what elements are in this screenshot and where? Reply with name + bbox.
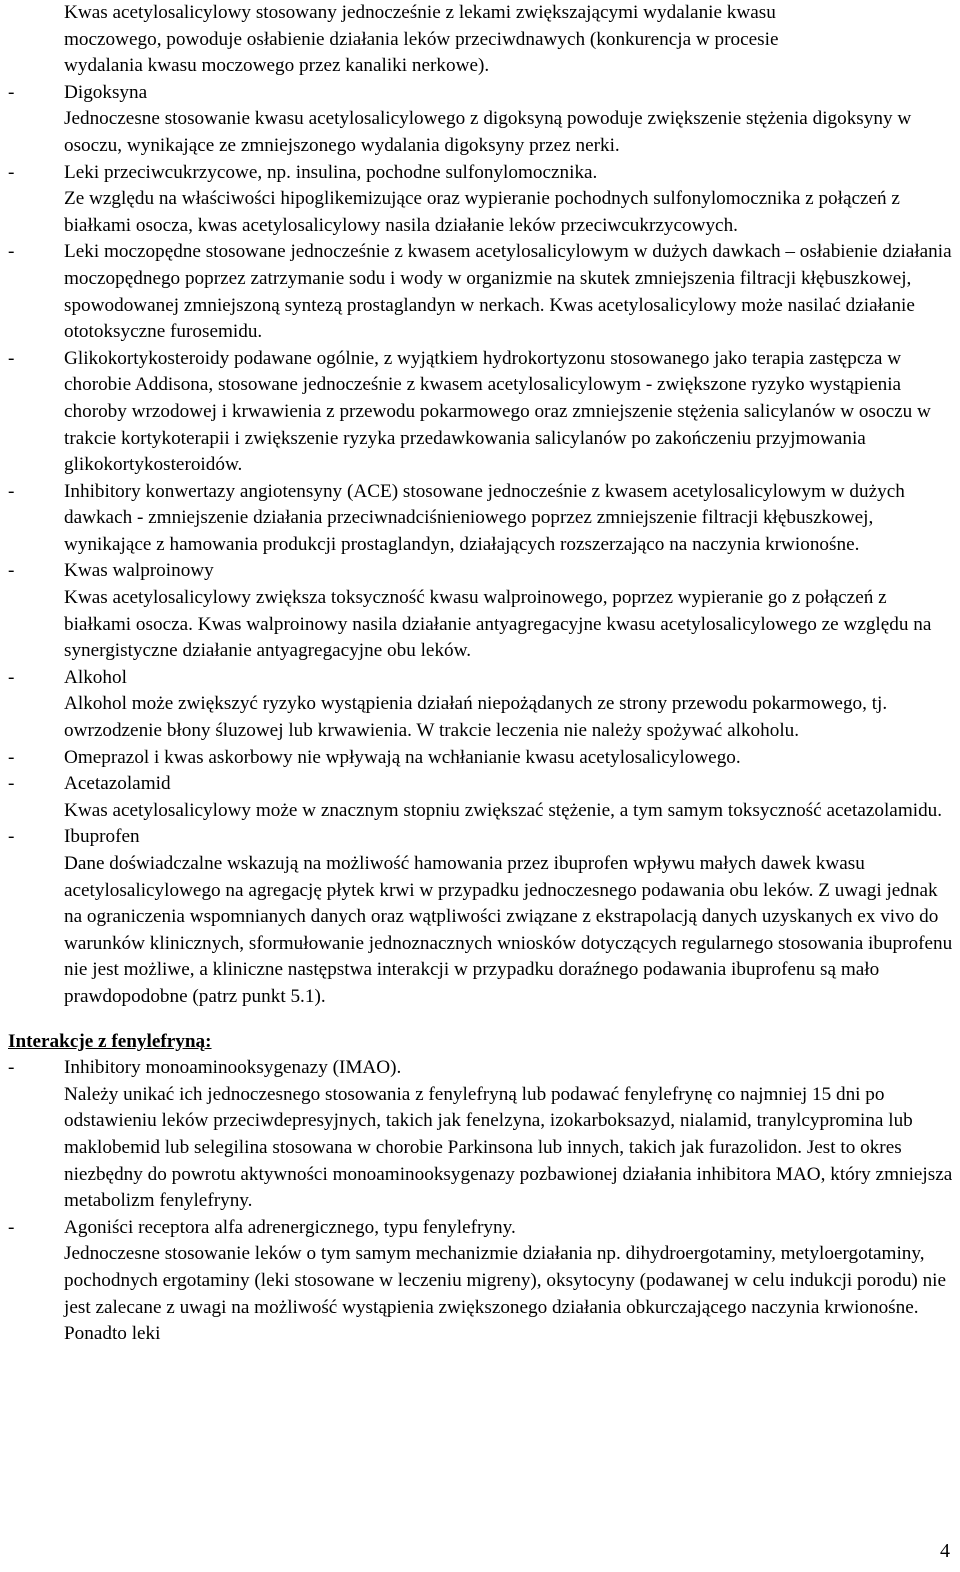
list-item (8, 665, 958, 745)
list-item (8, 239, 958, 345)
list-dash: - (8, 347, 15, 369)
list-item (8, 160, 958, 240)
intro-line: wydalania kwasu moczowego przez kanaliki nerkowe). (64, 55, 490, 77)
item-body: Dane doświadczalne wskazują na możliwość hamowania przez ibuprofen wpływu małych dawek kwasu acetylosalicylowego na agregację płytek krwi w przypadku jednoczesnego podawania obu leków. Z uwagi jednak na ograniczenia wspomnianych danych oraz wątpliwości związane z ekstrapolacją danych uzyskanych ex vivo do warunków klinicznych, sformułowanie jednoznacznych wniosków dotyczących regularnego stosowania ibuprofenu nie jest możliwe, a kliniczne następstwa interakcji w przypadku doraźnego podawania ibuprofenu są mało prawdopodobne (patrz punkt 5.1). (64, 853, 953, 1007)
item-body: Kwas acetylosalicylowy zwiększa toksyczność kwasu walproinowego, poprzez wypieranie go z połączeń z białkami osocza. Kwas walproinowy nasila działanie antyagregacyjne kwasu acetylosalicylowego ze względu na synergistyczne działanie antyagregacyjne obu leków. (64, 587, 932, 662)
list-dash: - (8, 1216, 15, 1238)
item-title: Inhibitory konwertazy angiotensyny (ACE) stosowane jednocześnie z kwasem acetylosalicylowym w dużych dawkach - zmniejszenie działania przeciwnadciśnieniowego poprzez zmniejszenie filtracji kłębuszkowej, wynikające z hamowania produkcji prostaglandyn, działających rozszerzająco na naczynia krwionośne. (64, 480, 905, 555)
item-title: Agoniści receptora alfa adrenergicznego, typu fenylefryny. (64, 1216, 516, 1238)
item-title: Acetazolamid (64, 773, 171, 795)
list-dash: - (8, 1057, 15, 1079)
item-body: Jednoczesne stosowanie kwasu acetylosalicylowego z digoksyną powoduje zwiększenie stężenia digoksyny w osoczu, wynikające ze zmniejszonego wydalania digoksyny przez nerki. (64, 108, 912, 156)
item-body: Ze względu na właściwości hipoglikemizujące oraz wypieranie pochodnych sulfonylomocznika z połączeń z białkami osocza, kwas acetylosalicylowy nasila działanie leków przeciwcukrzycowych. (64, 188, 900, 236)
list-dash: - (8, 826, 15, 848)
item-body: Należy unikać ich jednoczesnego stosowania z fenylefryną lub podawać fenylefrynę co najmniej 15 dni po odstawieniu leków przeciwdepresyjnych, takich jak fenelzyna, izokarboksazyd, nialamid, tranylcypromina lub maklobemid lub selegilina stosowana w chorobie Parkinsona lub innych, takich jak furazolidon. Jest to okres niezbędny do powrotu aktywności monoaminooksygenazy pozbawionej działania inhibitora MAO, który zmniejsza metabolizm fenylefryny. (64, 1083, 953, 1212)
item-title: Alkohol (64, 666, 127, 688)
list-dash: - (8, 161, 15, 183)
list-dash: - (8, 81, 15, 103)
item-title: Ibuprofen (64, 826, 140, 848)
list-dash: - (8, 241, 15, 263)
item-title: Digoksyna (64, 81, 148, 103)
list-dash: - (8, 480, 15, 502)
list-item (8, 1055, 958, 1215)
list-item (8, 80, 958, 160)
list-item (8, 824, 958, 1010)
intro-line: moczowego, powoduje osłabienie działania leków przeciwdnawych (konkurencja w procesie (64, 28, 779, 50)
item-title: Inhibitory monoaminooksygenazy (IMAO). (64, 1057, 402, 1079)
intro-paragraph (8, 0, 958, 1348)
item-body: Alkohol może zwiększyć ryzyko wystąpienia działań niepożądanych ze strony przewodu pokarmowego, tj. owrzodzenie błony śluzowej lub krwawienia. W trakcie leczenia nie należy spożywać alkoholu. (64, 693, 888, 742)
intro-line: Kwas acetylosalicylowy stosowany jednocześnie z lekami zwiększającymi wydalanie kwasu (64, 2, 776, 23)
list-dash: - (8, 666, 15, 688)
list-item (8, 346, 958, 479)
list-item (8, 745, 958, 772)
list-dash: - (8, 773, 15, 795)
list-item (8, 479, 958, 559)
item-title: Leki moczopędne stosowane jednocześnie z kwasem acetylosalicylowym w dużych dawkach – osłabienie działania moczopędnego poprzez zatrzymanie sodu i wody w organizmie na skutek zmniejszenia filtracji kłębuszkowej, spowodowanej zmniejszoną syntezą prostaglandyn w nerkach. Kwas acetylosalicylowy może nasilać działanie ototoksyczne furosemidu. (64, 241, 952, 343)
list-dash: - (8, 746, 15, 768)
list-item (8, 558, 958, 664)
item-body: Jednoczesne stosowanie leków o tym samym mechanizmie działania np. dihydroergotaminy, metyloergotaminy, pochodnych ergotaminy (leki stosowane w leczeniu migreny), oksytocyny (podawanej w celu indukcji porodu) nie jest zalecane z uwagi na możliwość wystąpienia zwiększonego działania obkurczającego naczynia krwionośne. Ponadto leki (64, 1243, 947, 1345)
item-title: Kwas walproinowy (64, 560, 214, 582)
section-heading: Interakcje z fenylefryną: (8, 1030, 212, 1052)
list-dash: - (8, 560, 15, 582)
list-item (8, 771, 958, 824)
item-title: Leki przeciwcukrzycowe, np. insulina, pochodne sulfonylomocznika. (64, 161, 598, 183)
item-body: Kwas acetylosalicylowy może w znacznym stopniu zwiększać stężenie, a tym samym toksyczność acetazolamidu. (64, 799, 943, 821)
item-title: Glikokortykosteroidy podawane ogólnie, z wyjątkiem hydrokortyzonu stosowanego jako terapia zastępcza w chorobie Addisona, stosowane jednocześnie z kwasem acetylosalicylowym - zwiększone ryzyko wystąpienia choroby wrzodowej i krwawienia z przewodu pokarmowego oraz zmniejszenie stężenia salicylanów w osoczu w trakcie kortykoterapii i zwiększenie ryzyka przedawkowania salicylanów po zakończeniu przyjmowania glikokortykosteroidów. (64, 347, 931, 476)
page-number: 4 (940, 1540, 950, 1562)
item-title: Omeprazol i kwas askorbowy nie wpływają na wchłanianie kwasu acetylosalicylowego. (64, 746, 741, 768)
list-item (8, 1215, 958, 1348)
